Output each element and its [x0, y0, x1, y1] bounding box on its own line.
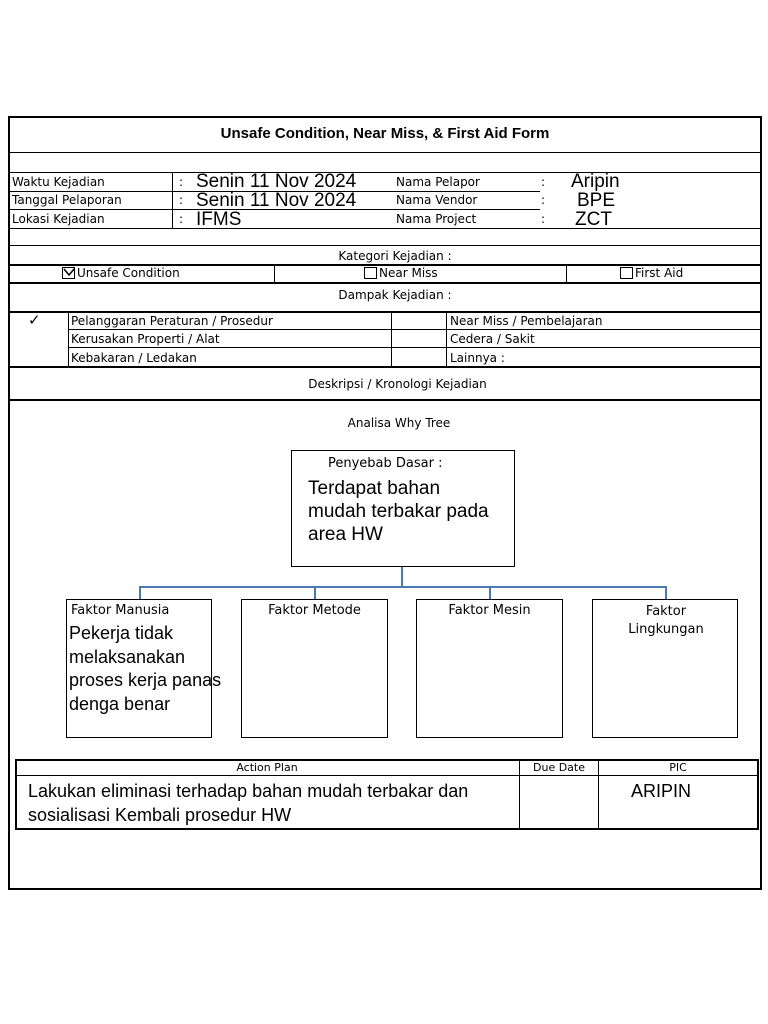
rule: [274, 264, 275, 282]
factor-box-manusia[interactable]: [66, 599, 222, 738]
rule: [172, 172, 173, 228]
root-cause-box[interactable]: [291, 450, 515, 567]
field-value-pelapor[interactable]: Aripin: [571, 171, 620, 192]
dampak-heading: Dampak Kejadian :: [338, 288, 452, 302]
kategori-unsafe-condition[interactable]: [62, 266, 180, 280]
tree-connector: [489, 586, 491, 599]
rule: [10, 152, 760, 153]
colon: :: [541, 175, 546, 189]
rule: [15, 775, 759, 776]
tree-connector: [314, 586, 316, 599]
checkbox-icon[interactable]: [620, 267, 633, 279]
factor-title: Faktor Lingkungan: [628, 604, 704, 637]
rule: [566, 264, 567, 282]
factor-text: Pekerja tidak melaksanakan proses kerja panas denga benar: [69, 623, 222, 714]
field-label-pelapor: Nama Pelapor: [396, 175, 480, 189]
rule: [10, 282, 760, 284]
field-label-vendor: Nama Vendor: [396, 193, 478, 207]
field-label-tanggal: Tanggal Pelaporan: [12, 193, 122, 207]
field-value-vendor[interactable]: BPE: [577, 190, 616, 211]
colon: :: [541, 212, 546, 226]
root-cause-text: Terdapat bahan mudah terbakar pada area HW: [308, 478, 489, 545]
field-value-lokasi[interactable]: IFMS: [196, 210, 242, 228]
dampak-item: Near Miss / Pembelajaran: [450, 314, 603, 328]
tree-connector: [139, 586, 667, 588]
rule: [68, 329, 760, 330]
dampak-item: Lainnya :: [450, 351, 505, 365]
rule: [10, 228, 760, 229]
checkbox-checked-icon[interactable]: [62, 267, 75, 279]
due-date-header: Due Date: [533, 761, 585, 774]
rule: [68, 347, 760, 348]
rule: [10, 311, 760, 313]
kategori-heading: Kategori Kejadian :: [338, 249, 452, 263]
kategori-label: Near Miss: [379, 266, 438, 280]
tree-connector: [665, 586, 667, 599]
dampak-item: Pelanggaran Peraturan / Prosedur: [71, 314, 273, 328]
form-title: Unsafe Condition, Near Miss, & First Aid Form: [220, 125, 550, 142]
factor-title: Faktor Metode: [268, 603, 361, 618]
action-plan-text[interactable]: Lakukan eliminasi terhadap bahan mudah terbakar dan sosialisasi Kembali prosedur HW: [28, 781, 469, 825]
factor-title: Faktor Manusia: [71, 603, 170, 618]
checkbox-icon[interactable]: [364, 267, 377, 279]
factor-title: Faktor Mesin: [448, 603, 531, 618]
kategori-first-aid[interactable]: [620, 266, 683, 280]
deskripsi-heading: Deskripsi / Kronologi Kejadian: [308, 377, 487, 391]
dampak-item: Kerusakan Properti / Alat: [71, 332, 220, 346]
pic-value[interactable]: ARIPIN: [631, 781, 692, 801]
dampak-item: Cedera / Sakit: [450, 332, 535, 346]
factor-box-metode[interactable]: [241, 599, 388, 738]
rule: [68, 311, 69, 366]
kategori-label: Unsafe Condition: [77, 266, 180, 280]
field-value-waktu[interactable]: Senin 11 Nov 2024: [196, 171, 357, 192]
action-plan-header: Action Plan: [236, 761, 298, 774]
rule: [10, 172, 760, 173]
rule: [446, 311, 447, 366]
colon: :: [179, 175, 184, 189]
why-tree-heading: Analisa Why Tree: [347, 416, 451, 430]
factor-box-lingkungan[interactable]: [592, 599, 738, 738]
rule: [10, 366, 760, 368]
rule: [10, 245, 760, 246]
dampak-item: Kebakaran / Ledakan: [71, 351, 197, 365]
field-label-waktu: Waktu Kejadian: [12, 175, 105, 189]
factor-box-mesin[interactable]: [416, 599, 563, 738]
colon: :: [179, 193, 184, 207]
tree-connector: [401, 567, 403, 587]
colon: :: [179, 212, 184, 226]
field-value-tanggal[interactable]: Senin 11 Nov 2024: [196, 190, 357, 211]
pic-header: PIC: [669, 761, 687, 774]
field-value-project[interactable]: ZCT: [575, 210, 612, 228]
root-cause-title: Penyebab Dasar :: [328, 456, 443, 471]
rule: [391, 311, 392, 366]
dampak-check-mark[interactable]: ✓: [28, 311, 41, 329]
tree-connector: [139, 586, 141, 599]
colon: :: [541, 193, 546, 207]
kategori-near-miss[interactable]: [364, 266, 438, 280]
field-label-lokasi: Lokasi Kejadian: [12, 212, 105, 226]
field-label-project: Nama Project: [396, 212, 477, 226]
kategori-label: First Aid: [635, 266, 684, 280]
rule: [10, 399, 760, 401]
